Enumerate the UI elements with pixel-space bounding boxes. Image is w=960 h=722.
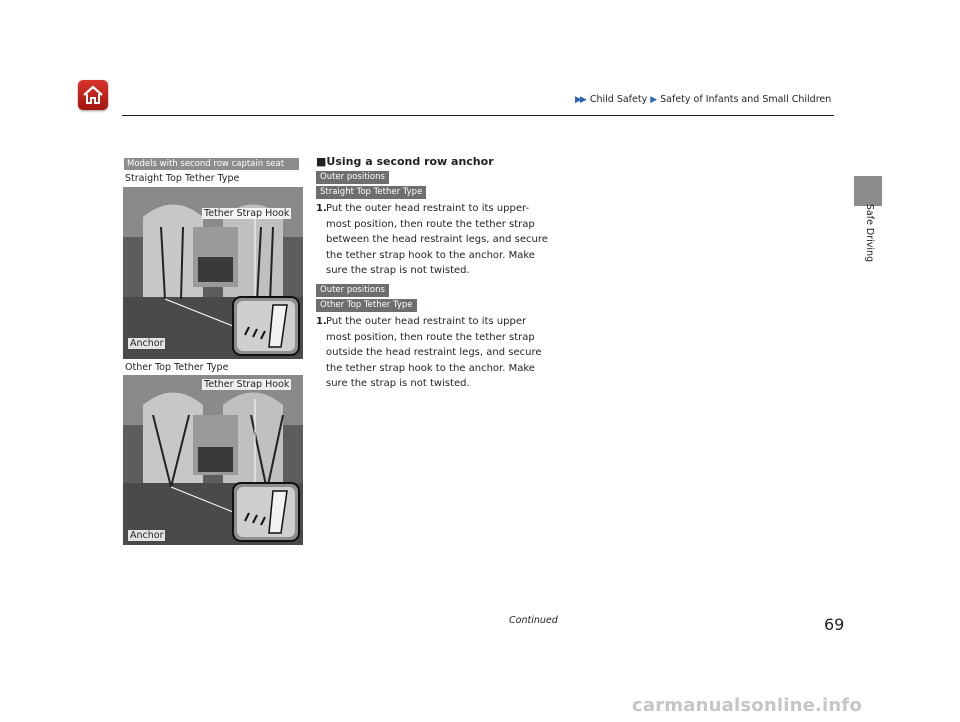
figure-title-other: Other Top Tether Type <box>125 362 229 373</box>
breadcrumb <box>575 94 831 105</box>
heading-marker-icon: ■ <box>316 155 327 168</box>
type-tag: Other Top Tether Type <box>316 299 417 312</box>
section-heading-text: Using a second row anchor <box>326 155 494 168</box>
figure-title-straight: Straight Top Tether Type <box>125 173 240 184</box>
breadcrumb-separator-icon: ▶ <box>650 94 656 105</box>
step-text-line: most position, then route the tether strap <box>326 331 535 343</box>
page-number: 69 <box>824 615 845 634</box>
type-tag: Straight Top Tether Type <box>316 186 426 199</box>
position-tag: Outer positions <box>316 284 389 297</box>
breadcrumb-arrow-icon: ▶▶ <box>575 94 585 105</box>
step-text-line: outside the head restraint legs, and secure <box>326 347 542 359</box>
seat-photo-other <box>123 375 303 545</box>
step-text-line: most position, then route the tether strap <box>326 218 535 230</box>
home-icon <box>81 83 105 107</box>
step-text-line: Put the outer head restraint to its upper <box>326 316 527 327</box>
step-1-straight <box>316 201 556 279</box>
position-tag: Outer positions <box>316 171 389 184</box>
step-text-line: Put the outer head restraint to its upper- <box>326 203 530 214</box>
step-number: 1. <box>316 316 327 327</box>
watermark: carmanualsonline.info <box>632 695 863 716</box>
breadcrumb-item-infants[interactable]: Safety of Infants and Small Children <box>660 94 832 105</box>
section-heading <box>316 155 494 168</box>
callout-tether-hook-straight: Tether Strap Hook <box>204 208 290 219</box>
breadcrumb-item-child-safety[interactable]: Child Safety <box>589 94 648 105</box>
step-text-line: between the head restraint legs, and secure <box>326 234 548 246</box>
home-button[interactable] <box>78 80 108 110</box>
step-number: 1. <box>316 203 327 214</box>
callout-tether-hook-other: Tether Strap Hook <box>204 379 290 390</box>
callout-anchor-straight: Anchor <box>130 338 164 349</box>
step-text-line: the tether strap hook to the anchor. Make <box>326 249 535 261</box>
section-tab-label: Safe Driving <box>864 203 875 263</box>
step-text-line: sure the strap is not twisted. <box>326 378 470 390</box>
models-tag: Models with second row captain seat <box>124 158 299 170</box>
continued-label: Continued <box>509 615 558 626</box>
header-divider <box>122 115 834 116</box>
step-text-line: sure the strap is not twisted. <box>326 265 470 277</box>
step-text-line: the tether strap hook to the anchor. Make <box>326 362 535 374</box>
callout-anchor-other: Anchor <box>130 530 164 541</box>
step-1-other <box>316 314 556 392</box>
